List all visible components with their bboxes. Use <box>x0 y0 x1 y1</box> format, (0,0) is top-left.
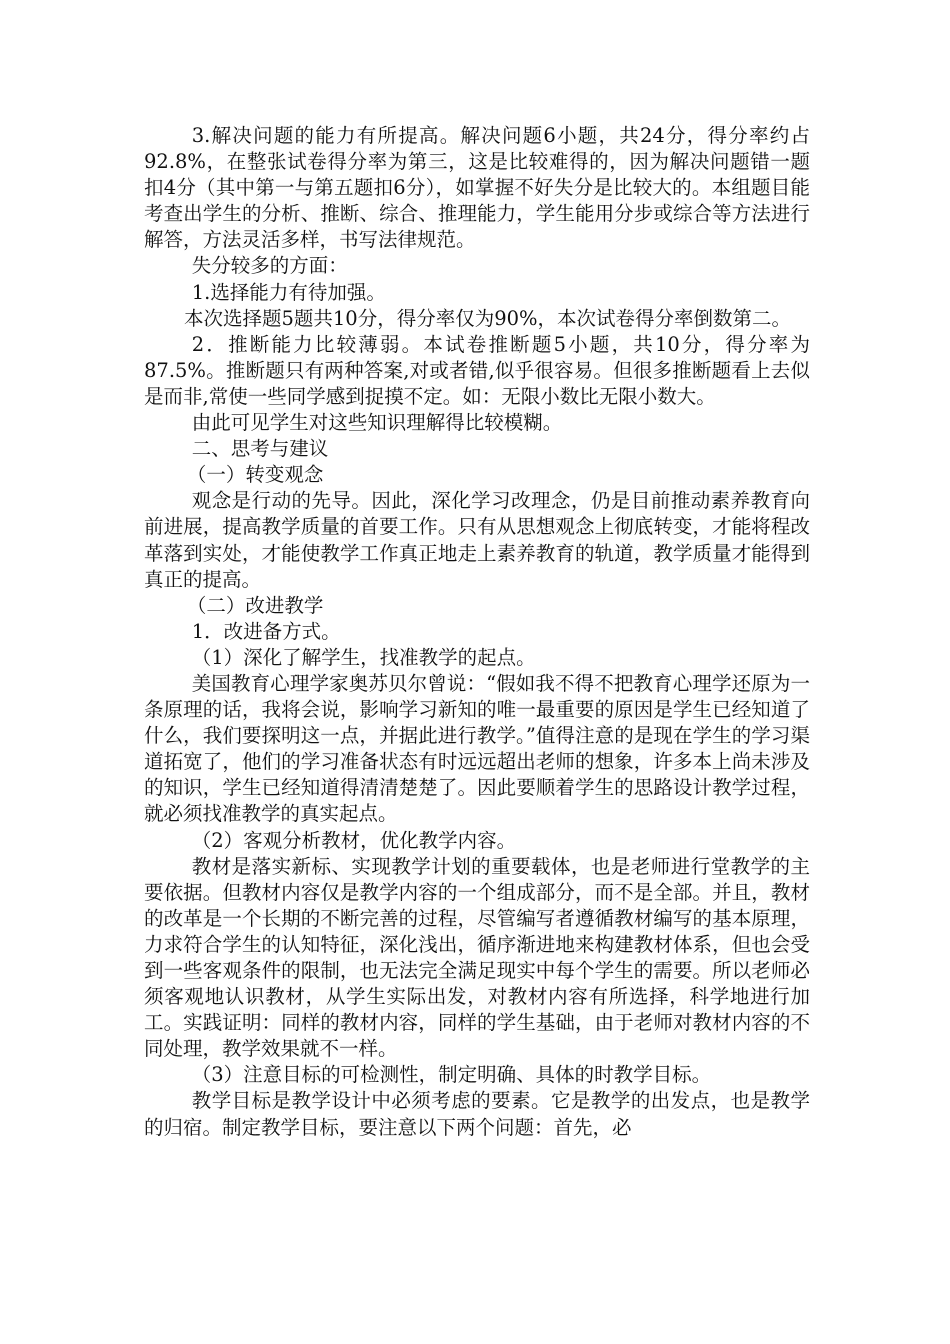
subheading-improve-teaching: （二）改进教学 <box>186 593 324 617</box>
paragraph-ausubel-quote: 美国教育心理学家奥苏贝尔曾说：“假如我不得不把教育心理学还原为一条原理的话，我将会说，影响学习新知的唯一最重要的原因是学生已经知道了什么，我们要探明这一点，并据此进行教学。”值得注意的是现在学生的学习渠道拓宽了，他们的学习准备状态有时远远超出老师的想象，许多本上尚未涉及的知识，学生已经知道得清清楚楚了。因此要顺着学生的思路设计教学过程，就必须找准教学的真实起点。 <box>144 671 810 826</box>
paragraph-know-students: （1）深化了解学生，找准教学的起点。 <box>191 645 536 669</box>
subheading-change-concept: （一）转变观念 <box>186 463 324 487</box>
paragraph-weak-areas-heading: 失分较多的方面： <box>191 254 348 278</box>
document-body <box>144 123 810 1141</box>
paragraph-improve-prep: 1．改进备方式。 <box>191 619 341 643</box>
paragraph-choice-ability: 1.选择能力有待加强。 <box>191 280 386 304</box>
paragraph-choice-detail: 本次选择题5题共10分，得分率仅为90%，本次试卷得分率倒数第二。 <box>183 306 792 330</box>
paragraph-textbook-detail: 教材是落实新标、实现教学计划的重要载体，也是老师进行堂教学的主要依据。但教材内容仅是教学内容的一个组成部分，而不是全部。并且，教材的改革是一个长期的不断完善的过程，尽管编写者遵循教材编写的基本原理，力求符合学生的认知特征，深化浅出，循序渐进地来构建教材体系，但也会受到一些客观条件的限制，也无法完全满足现实中每个学生的需要。所以老师必须客观地认识教材，从学生实际出发，对教材内容有所选择，科学地进行加工。实践证明：同样的教材内容，同样的学生基础，由于老师对教材内容的不同处理，教学效果就不一样。 <box>144 854 810 1061</box>
paragraph-analyze-textbook: （2）客观分析教材，优化教学内容。 <box>191 828 517 852</box>
paragraph-measurable-goals: （3）注意目标的可检测性，制定明确、具体的时教学目标。 <box>191 1063 712 1087</box>
paragraph-problem-solving: 3.解决问题的能力有所提高。解决问题6小题，共24分，得分率约占92.8%，在整张试卷得分率为第三，这是比较难得的，因为解决问题错一题扣4分（其中第一与第五题扣6分），如掌握不好失分是比较大的。本组题目能考查出学生的分析、推断、综合、推理能力，学生能用分步或综合等方法进行解答，方法灵活多样，书写法律规范。 <box>144 124 810 252</box>
paragraph-concept: 观念是行动的先导。因此，深化学习改理念，仍是目前推动素养教育向前进展，提高教学质量的首要工作。只有从思想观念上彻底转变，才能将程改革落到实处，才能使教学工作真正地走上素养教育的轨道，教学质量才能得到真正的提高。 <box>144 489 810 591</box>
paragraph-conclusion: 由此可见学生对这些知识理解得比较模糊。 <box>191 411 563 435</box>
paragraph-teaching-goals: 教学目标是教学设计中必须考虑的要素。它是教学的出发点，也是教学的归宿。制定教学目标，要注意以下两个问题：首先，必 <box>144 1089 810 1139</box>
paragraph-judgment-ability: 2．推断能力比较薄弱。本试卷推断题5小题，共10分，得分率为87.5%。推断题只有两种答案,对或者错,似乎很容易。但很多推断题看上去似是而非,常使一些同学感到捉摸不定。如：无限小数比无限小数大。 <box>144 332 810 408</box>
section-heading-suggestions: 二、思考与建议 <box>191 437 329 461</box>
